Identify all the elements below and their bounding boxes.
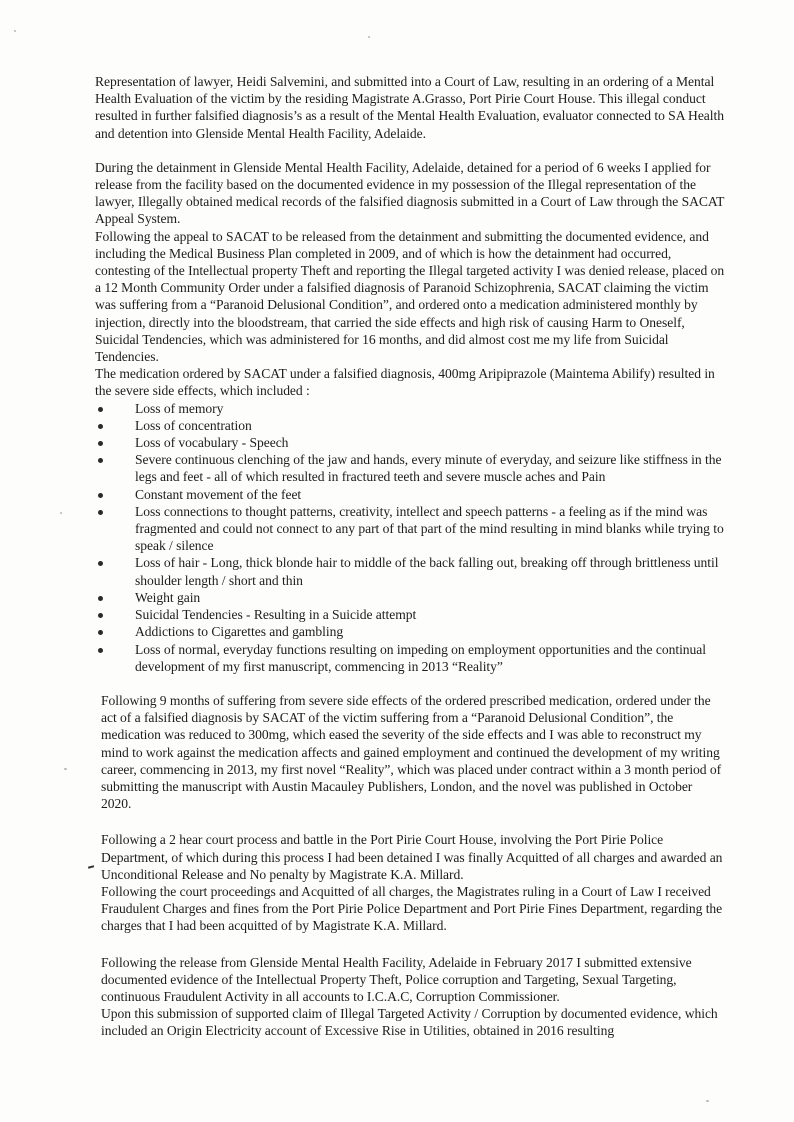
paragraph-lawyer-representation: Representation of lawyer, Heidi Salvemini, and submitted into a Court of Law, resulting in an ordering of a Mental Health Evaluation of the victim by the residing Magistrate A.Grasso, Port Pirie Court House. This illegal conduct resulted in further falsified diagnosis’s as a result of the Mental Health Evaluation, evaluator connected to SA Health and detention into Glenside Mental Health Facility, Adelaide. — [95, 74, 724, 141]
paragraph-fraudulent-charges: Following the court proceedings and Acquitted of all charges, the Magistrates ruling in a Court of Law I received Fraudulent Charges and fines from the Port Pirie Police Department and Port Pirie Fines Department, regarding the charges that I had been acquitted of by Magistrate K.A. Millard. — [101, 883, 723, 934]
paragraph-court-acquittal: Following a 2 hear court process and battle in the Port Pirie Court House, involving the Port Pirie Police Department, of which during this process I had been detained I was finally Acquitted of all charges and awarded an Unconditional Release and No penalty by Magistrate K.A. Millard. — [101, 832, 723, 882]
list-item: Loss connections to thought patterns, creativity, intellect and speech patterns - a feeling as if the mind was fragmented and could not connect to any part of that part of the mind resulting in mind blanks while trying to speak / silence — [95, 503, 725, 555]
list-item: Suicidal Tendencies - Resulting in a Suicide attempt — [95, 606, 725, 623]
paragraph-dose-reduction: Following 9 months of suffering from severe side effects of the ordered prescribed medication, ordered under the act of a falsified diagnosis by SACAT of the victim suffering from a “Paranoid Delusional Condition”, the medication was reduced to 300mg, which eased the severity of the side effects and I was able to reconstruct my mind to work against the medication affects and gained employment and continued the development of my writing career, commencing in 2013, my first novel “Reality”, which was placed under contract within a 3 month period of submitting the manuscript with Austin Macauley Publishers, London, and the novel was published in October 2020. — [101, 692, 722, 812]
scan-speck — [64, 768, 67, 770]
list-item: Constant movement of the feet — [95, 486, 725, 503]
bullet-icon — [98, 561, 103, 566]
paragraph-glenside-detainment: During the detainment in Glenside Mental Health Facility, Adelaide, detained for a period of 6 weeks I applied for release from the facility based on the documented evidence in my possession of the Illegal representation of the lawyer, Illegally obtained medical records of the falsified diagnosis submitted in a Court of Law through the SACAT Appeal System. — [95, 159, 725, 227]
paragraph-icac-submission: Following the release from Glenside Mental Health Facility, Adelaide in February 2017 I submitted extensive documented evidence of the Intellectual Property Theft, Police corruption and Targeting, Sexual Targeting, continuous Fraudulent Activity in all accounts to I.C.A.C, Corruption Commissioner. — [101, 954, 692, 1004]
bullet-icon — [98, 510, 103, 515]
scan-speck — [706, 1100, 709, 1102]
bullet-icon — [98, 596, 103, 601]
side-effects-list — [95, 400, 725, 675]
list-item: Loss of hair - Long, thick blonde hair to middle of the back falling out, breaking off through brittleness until shoulder length / short and thin — [95, 554, 725, 588]
bullet-icon — [98, 630, 103, 635]
list-item: Loss of normal, everyday functions resulting on impeding on employment opportunities and the continual development of my first manuscript, commencing in 2013 “Reality” — [95, 641, 725, 675]
list-item: Weight gain — [95, 589, 725, 606]
bullet-icon — [98, 441, 103, 446]
margin-dash-mark — [88, 865, 94, 868]
bullet-icon — [98, 493, 103, 498]
scan-speck — [14, 30, 16, 32]
bullet-icon — [98, 648, 103, 653]
scan-speck — [368, 36, 370, 38]
bullet-icon — [98, 613, 103, 618]
list-item: Loss of memory — [95, 400, 725, 417]
document-body — [95, 73, 725, 1040]
paragraph-medication-order: The medication ordered by SACAT under a falsified diagnosis, 400mg Aripiprazole (Maintema Abilify) resulted in the severe side effects, which included : — [95, 366, 715, 399]
recovery-section — [95, 692, 725, 1040]
bullet-icon — [98, 407, 103, 412]
bullet-icon — [98, 424, 103, 429]
bullet-icon — [98, 458, 103, 463]
list-item: Addictions to Cigarettes and gambling — [95, 623, 725, 640]
list-item: Severe continuous clenching of the jaw and hands, every minute of everyday, and seizure like stiffness in the legs and feet - all of which resulted in fractured teeth and severe muscle aches and Pain — [95, 451, 725, 485]
paragraph-sacat-appeal: Following the appeal to SACAT to be released from the detainment and submitting the documented evidence, and including the Medical Business Plan completed in 2009, and of which is how the detainment had occurred, contesting of the Intellectual property Theft and reporting the Illegal targeted activity I was denied release, placed on a 12 Month Community Order under a falsified diagnosis of Paranoid Schizophrenia, SACAT claiming the victim was suffering from a “Paranoid Delusional Condition”, and ordered onto a medication administered monthly by injection, directly into the bloodstream, that carried the side effects and high risk of causing Harm to Oneself, Suicidal Tendencies, which was administered for 16 months, and did almost cost me my life from Suicidal Tendencies. — [95, 228, 725, 365]
list-item: Loss of concentration — [95, 417, 725, 434]
paragraph-origin-electricity: Upon this submission of supported claim of Illegal Targeted Activity / Corruption by documented evidence, which included an Origin Electricity account of Excessive Rise in Utilities, obtained in 2016 resulting — [101, 1006, 718, 1039]
scan-speck — [60, 512, 62, 514]
list-item: Loss of vocabulary - Speech — [95, 434, 725, 451]
